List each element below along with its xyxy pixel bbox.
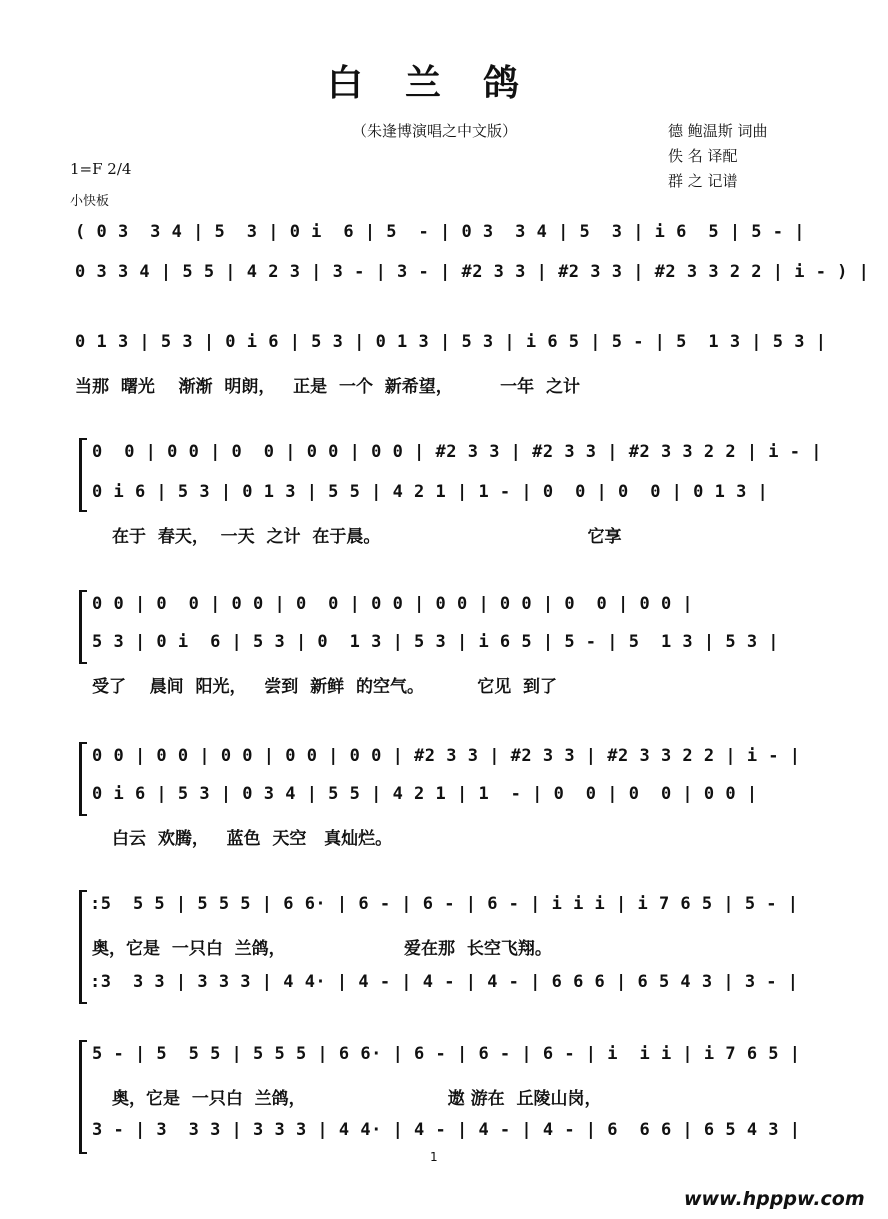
section-5-upper: :5 5 5 | 5 5 5 | 6 6· | 6 - | 6 - | 6 - | i i i | i 7 6 5 | 5 - |: [90, 894, 799, 914]
section-2-upper: 0 0 | 0 0 | 0 0 | 0 0 | 0 0 | #2 3 3 | #2 3 3 | #2 3 3 2 2 | i - |: [92, 442, 822, 462]
section-4-lower: 0 i 6 | 5 3 | 0 3 4 | 5 5 | 4 2 1 | 1 - | 0 0 | 0 0 | 0 0 |: [92, 784, 758, 804]
system-brace: [79, 590, 87, 664]
system-brace: [79, 1040, 87, 1154]
page-number: 1: [430, 1150, 438, 1164]
section-1-lyric: 当那 曙光 渐渐 明朗， 正是 一个 新希望， 一年 之计: [75, 377, 580, 397]
intro-line-1: ( 0 3 3 4 | 5 3 | 0 i 6 | 5 - | 0 3 3 4 | 5 3 | i 6 5 | 5 - |: [75, 222, 805, 242]
system-brace: [79, 438, 87, 512]
section-3-lyric: 受了 晨间 阳光， 尝到 新鲜 的空气。 它见 到了: [92, 677, 558, 697]
website-watermark: www.hpppw.com: [684, 1188, 865, 1210]
credit-transcriber: 群 之 记谱: [668, 172, 738, 190]
section-4-upper: 0 0 | 0 0 | 0 0 | 0 0 | 0 0 | #2 3 3 | #2 3 3 | #2 3 3 2 2 | i - |: [92, 746, 801, 766]
section-5-lower: :3 3 3 | 3 3 3 | 4 4· | 4 - | 4 - | 4 - | 6 6 6 | 6 5 4 3 | 3 - |: [90, 972, 799, 992]
system-brace: [79, 890, 87, 1004]
intro-line-2: 0 3 3 4 | 5 5 | 4 2 3 | 3 - | 3 - | #2 3 3 | #2 3 3 | #2 3 3 2 2 | i - ) |: [75, 262, 870, 282]
system-brace: [79, 742, 87, 816]
section-5-lyric: 奥，它是 一只白 兰鸽， 爱在那 长空飞翔。: [92, 939, 552, 959]
tempo-marking: 小快板: [70, 194, 110, 209]
section-3-upper: 0 0 | 0 0 | 0 0 | 0 0 | 0 0 | 0 0 | 0 0 | 0 0 | 0 0 |: [92, 594, 694, 614]
section-1-melody: 0 1 3 | 5 3 | 0 i 6 | 5 3 | 0 1 3 | 5 3 | i 6 5 | 5 - | 5 1 3 | 5 3 |: [75, 332, 827, 352]
subtitle: （朱逢博演唱之中文版）: [352, 122, 518, 140]
credit-translator: 佚 名 译配: [668, 147, 738, 165]
section-4-lyric: 白云 欢腾， 蓝色 天空 真灿烂。: [112, 829, 393, 849]
section-6-lower: 3 - | 3 3 3 | 3 3 3 | 4 4· | 4 - | 4 - | 4 - | 6 6 6 | 6 5 4 3 |: [92, 1120, 801, 1140]
section-2-lower: 0 i 6 | 5 3 | 0 1 3 | 5 5 | 4 2 1 | 1 - | 0 0 | 0 0 | 0 1 3 |: [92, 482, 769, 502]
key-signature: 1=F 2/4: [70, 160, 132, 178]
section-6-lyric: 奥，它是 一只白 兰鸽， 遨 游在 丘陵山岗，: [112, 1089, 602, 1109]
section-6-upper: 5 - | 5 5 5 | 5 5 5 | 6 6· | 6 - | 6 - | 6 - | i i i | i 7 6 5 |: [92, 1044, 801, 1064]
credit-lyricist-composer: 德 鲍温斯 词曲: [668, 122, 768, 140]
page-title: 白兰鸽: [326, 62, 561, 104]
section-2-lyric: 在于 春天， 一天 之计 在于晨。 它享: [112, 527, 622, 547]
section-3-lower: 5 3 | 0 i 6 | 5 3 | 0 1 3 | 5 3 | i 6 5 | 5 - | 5 1 3 | 5 3 |: [92, 632, 780, 652]
